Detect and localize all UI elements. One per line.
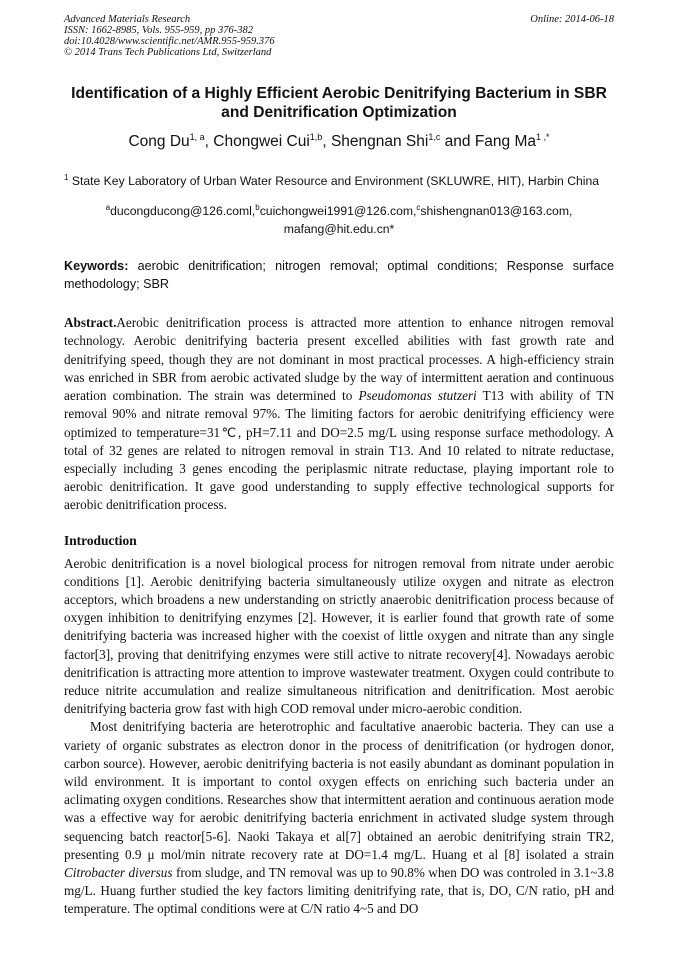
keywords-text: aerobic denitrification; nitrogen removal; optimal conditions; Response surface methodology; SBR (64, 259, 614, 292)
author-affil-mark: 1 ,* (536, 132, 550, 142)
author-separator: , (322, 133, 331, 151)
author-name: Fang Ma (474, 133, 536, 151)
affiliation-mark: 1 (64, 173, 69, 183)
email-address[interactable]: shishengnan013@163.com, (420, 204, 573, 219)
email-address[interactable]: mafang@hit.edu.cn* (283, 222, 395, 237)
paragraph-text: from sludge, and TN removal was up to 90.8% when DO was controled in 3.1~3.8 mg/L. Huang further studied the key factors limiting denitrifying rate, that is, DO, C/N ratio, pH and temperature. The optimal conditions were at C/N ratio 4~5 and DO (64, 864, 615, 917)
author-affil-mark: 1,b (309, 132, 323, 142)
email-mark: c (416, 203, 421, 213)
email-address[interactable]: ducongducong@126.coml, (110, 204, 256, 219)
intro-paragraph (64, 718, 614, 918)
author-list (64, 127, 614, 152)
paragraph-text: Most denitrifying bacteria are heterotrophic and facultative anaerobic bacteria. They can use a variety of organic substrates as electron donor in the process of denitrification (or hydrogen donor, carbon source). However, aerobic denitrifying bacteria is not easily abundant as dominant population in wild environment. It is important to contol oxygen effects on enriching such bacteria under an aclimating oxygen conditions. Researches show that intermittent aeration and continuous aeration mode was a effective way for aerobic denitrifying bacteria enrichment in activated sludge system through sequencing batch reactor[5-6]. Naoki Takaya et al[7] obtained an aerobic denitrifying strain TR2, presenting 0.9 μ mol/min nitrate recovery rate at DO=1.4 mg/L. Huang et al [8] isolated a strain (64, 719, 614, 862)
abstract-text: T13 with ability of TN removal 90% and nitrate removal 97%. The limiting factors for aerobic denitrifying efficiency were optimized to temperature=31℃, pH=7.11 and DO=2.5 mg/L using response surface methodology. A total of 32 genes are related to nitrogen removal in strain T13. And 10 related to nitrate reductase, especially including 3 genes encoding the periplasmic nitrate reductase, playing important role to aerobic denitrification. It gave good understanding to supply effective technological supports for aerobic denitrification process. (64, 388, 615, 513)
online-date: Online: 2014-06-18 (530, 14, 614, 25)
author-separator: and (440, 133, 475, 151)
author-separator: , (204, 133, 214, 151)
author-name: Cong Du (128, 133, 190, 151)
author-name: Shengnan Shi (330, 133, 429, 151)
abstract (64, 314, 614, 514)
paper-title: Identification of a Highly Efficient Aerobic Denitrifying Bacterium in SBR and Denitrification Optimization (71, 85, 607, 121)
author-affil-mark: 1, a (189, 132, 205, 142)
journal-name: Advanced Materials Research (64, 14, 191, 25)
journal-header (64, 14, 614, 58)
author-affil-mark: 1,c (428, 132, 441, 142)
species-name: Pseudomonas stutzeri (358, 388, 477, 404)
section-heading: Introduction (64, 532, 137, 548)
keywords-label: Keywords: (64, 259, 129, 274)
issn-line: ISSN: 1662-8985, Vols. 955-959, pp 376-382 (64, 25, 253, 36)
affiliation-text: State Key Laboratory of Urban Water Resource and Environment (SKLUWRE, HIT), Harbin China (68, 174, 600, 189)
species-name: Citrobacter diversus (64, 864, 173, 880)
author-name: Chongwei Cui (213, 133, 310, 151)
copyright-line: © 2014 Trans Tech Publications Ltd, Switzerland (64, 47, 272, 58)
email-list (64, 199, 614, 238)
email-address[interactable]: cuichongwei1991@126.com, (259, 204, 417, 219)
keywords (64, 257, 614, 293)
abstract-text: Aerobic denitrification process is attracted more attention to enhance nitrogen removal technology. Aerobic denitrifying bacteria present excelled abilities with fast growth rate and denitrifying speed, though they are not dominant in most practical processes. A high-efficiency strain was enriched in SBR from aerobic activated sludge by the way of intermittent aeration and continuous aeration combination. The strain was determined to (64, 315, 614, 404)
email-mark: a (105, 203, 111, 213)
affiliation (64, 170, 614, 189)
intro-paragraph: Aerobic denitrification is a novel biological process for nitrogen removal from nitrate under aerobic conditions [1]. Aerobic denitrifying bacteria simultaneously utilize oxygen and nitrate as electron acceptors, which broadens a new understanding on strictly anaerobic denitrification process because of oxygen inhibition to denitrifying enzymes [2]. However, it is earlier found that growth rate of some denitrifying bacteria was increased higher with the coexist of little oxygen and nitrate than any single factor[3], proving that denitrifying enzymes were still active to nitrate recovery[4]. Nowadays aerobic denitrification is attracting more attention to improve wastewater treatment. Oxygen could contribute to reduce nitrite accumulation and realize simultaneous nitrification and denitrification. Most aerobic denitrifying bacteria grow fast with high COD removal under micro-aerobic condition. (64, 555, 614, 717)
email-mark: b (255, 203, 260, 213)
abstract-label: Abstract. (64, 315, 117, 331)
doi-line[interactable]: doi:10.4028/www.scientific.net/AMR.955-959.376 (64, 36, 275, 47)
